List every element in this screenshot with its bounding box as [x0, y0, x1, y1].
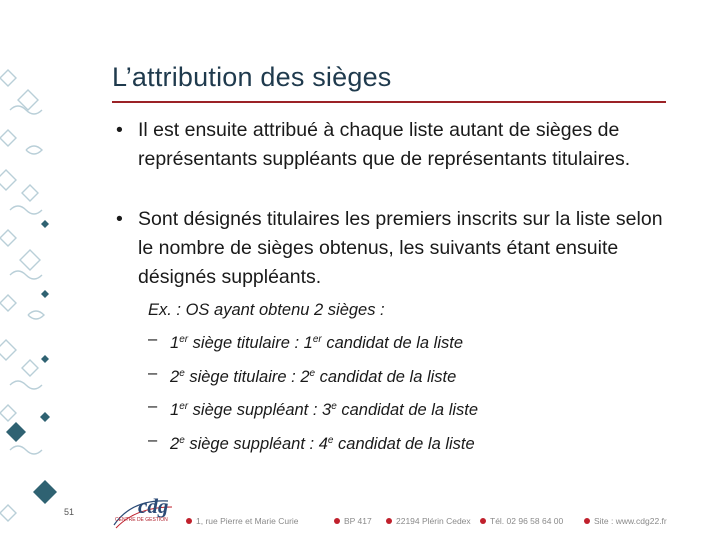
- example-item: – 2e siège suppléant : 4e candidat de la liste: [148, 430, 475, 453]
- footer-phone: Tél. 02 96 58 64 00: [480, 516, 563, 526]
- bullet-dot-icon: [386, 518, 392, 524]
- footer-site: Site : www.cdg22.fr: [584, 516, 667, 526]
- bullet-2-text: Sont désignés titulaires les premiers inscrits sur la liste selon le nombre de sièges obtenus, les suivants étant ensuite désignés suppléants.: [138, 208, 663, 288]
- example-item: – 1er siège titulaire : 1er candidat de la liste: [148, 330, 464, 352]
- bullet-2: [112, 205, 672, 292]
- slide-title: L’attribution des sièges: [112, 62, 392, 92]
- logo-subtitle: CENTRE DE GESTION: [115, 517, 168, 523]
- bullet-dot: •: [116, 119, 123, 141]
- footer-city: 22194 Plérin Cedex: [386, 516, 471, 526]
- bullet-dot-icon: [480, 518, 486, 524]
- bullet-dot-icon: [334, 518, 340, 524]
- bullet-dot-icon: [186, 518, 192, 524]
- title-underline: [112, 101, 666, 103]
- logo-text: cdg: [138, 494, 169, 518]
- bullet-1: [112, 116, 672, 174]
- footer-address: 1, rue Pierre et Marie Curie: [186, 516, 299, 526]
- footer-bp: BP 417: [334, 516, 372, 526]
- bullet-dot: •: [116, 208, 123, 230]
- bullet-dot-icon: [584, 518, 590, 524]
- bullet-1-text: Il est ensuite attribué à chaque liste autant de sièges de représentants suppléants que de représentants titulaires.: [138, 119, 631, 170]
- example-item: – 1er siège suppléant : 3e candidat de la liste: [148, 397, 479, 419]
- example-item: – 2e siège titulaire : 2e candidat de la liste: [148, 363, 457, 386]
- decorative-pattern: [0, 60, 70, 530]
- page-number: 51: [64, 507, 75, 517]
- example-intro: Ex. : OS ayant obtenu 2 sièges :: [148, 301, 385, 319]
- example-block: [148, 296, 478, 459]
- footer-contact-bar: [186, 516, 666, 530]
